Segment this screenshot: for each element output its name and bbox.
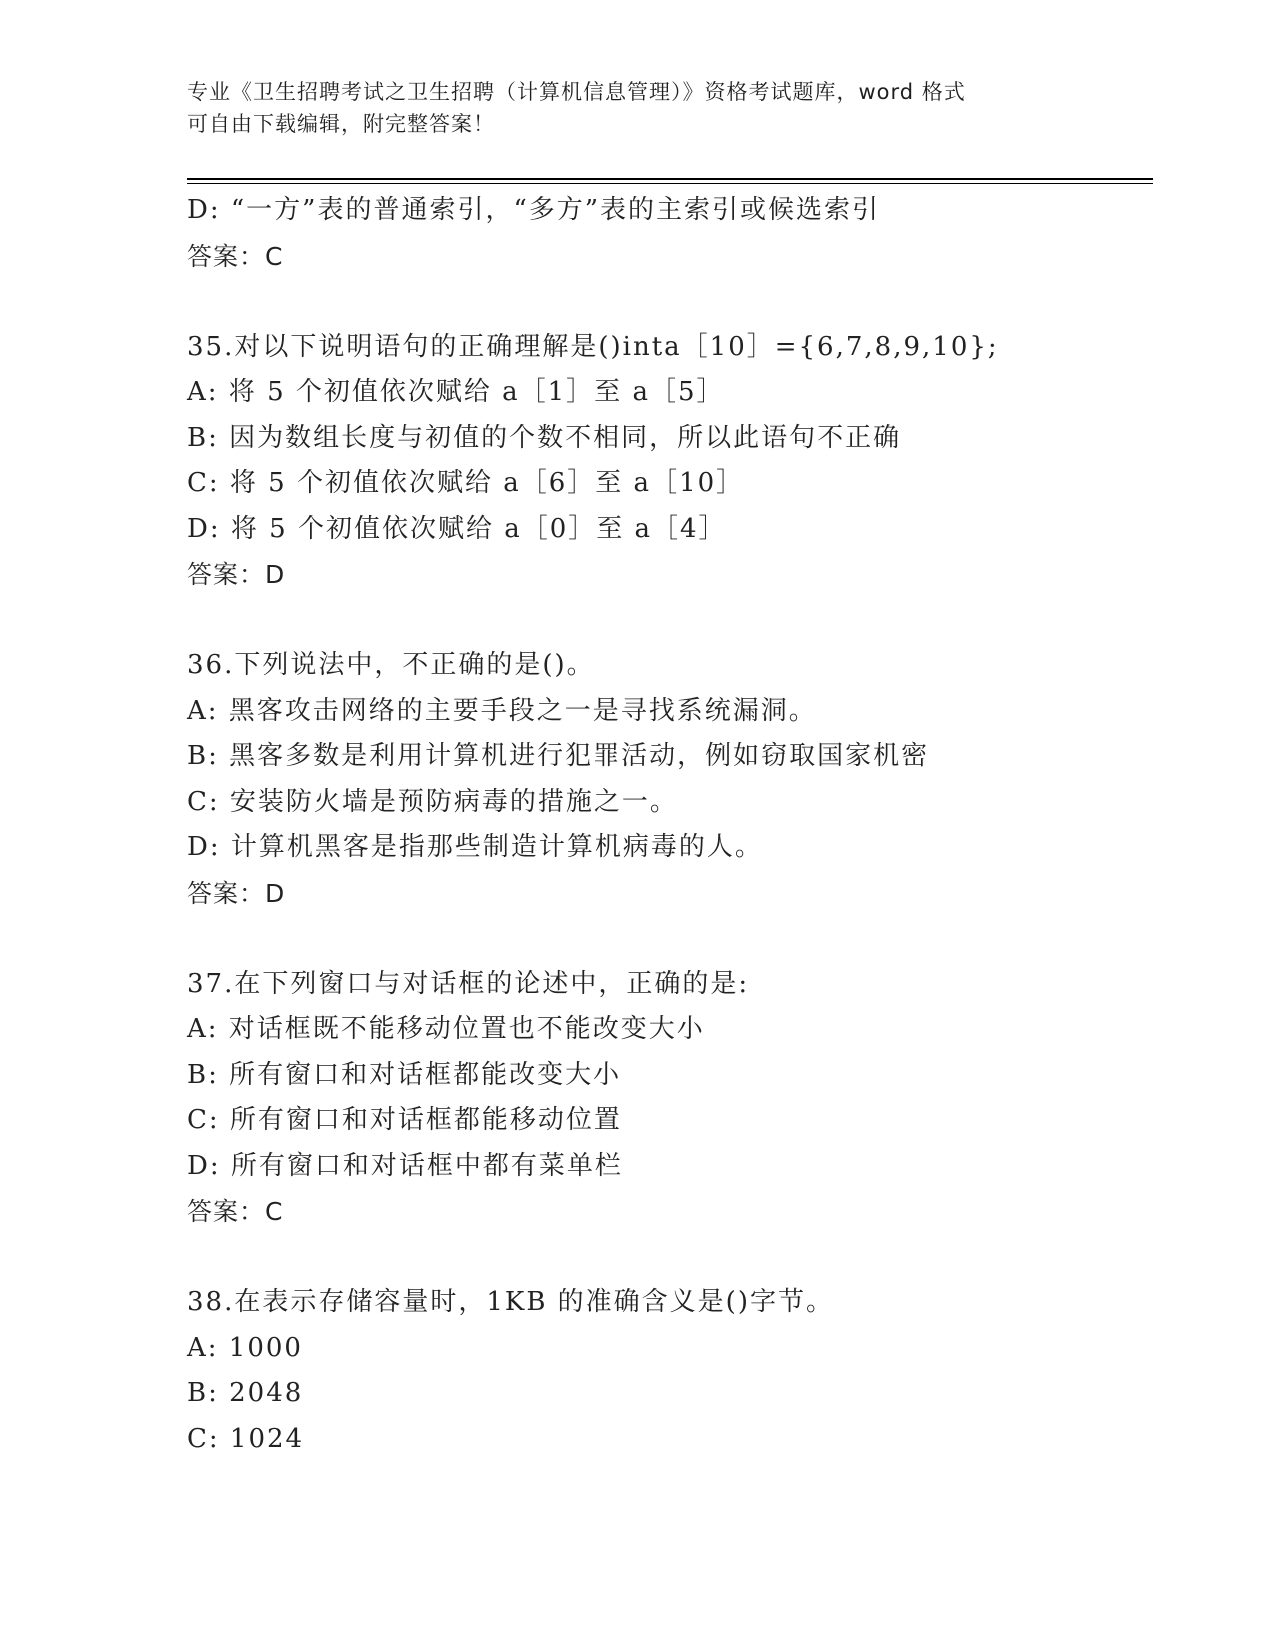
question-block	[187, 1280, 1153, 1462]
header-line-2: 可自由下载编辑，附完整答案！	[187, 112, 495, 136]
option-c: C: 所有窗口和对话框都能移动位置	[187, 1105, 622, 1135]
question-block	[187, 962, 1153, 1235]
question-stem: 36.下列说法中，不正确的是()。	[187, 650, 595, 680]
answer-line: 答案：C	[187, 241, 284, 271]
header-divider-thick	[187, 178, 1153, 180]
question-block	[187, 643, 1153, 916]
option-a: A: 将 5 个初值依次赋给 a［1］至 a［5］	[187, 377, 725, 407]
option-c: C: 将 5 个初值依次赋给 a［6］至 a［10］	[187, 468, 745, 498]
option-a: A: 对话框既不能移动位置也不能改变大小	[187, 1014, 705, 1044]
option-d: D: 将 5 个初值依次赋给 a［0］至 a［4］	[187, 513, 727, 544]
block-spacer	[187, 1235, 1153, 1281]
block-spacer	[187, 279, 1153, 325]
question-list	[187, 188, 1153, 1462]
answer-line: 答案：D	[187, 560, 286, 589]
option-d: D: 所有窗口和对话框中都有菜单栏	[187, 1150, 623, 1181]
question-block	[187, 325, 1153, 598]
option-a: A: 黑客攻击网络的主要手段之一是寻找系统漏洞。	[187, 695, 817, 726]
question-block	[187, 188, 1153, 279]
question-stem: 37.在下列窗口与对话框的论述中，正确的是:	[187, 968, 750, 999]
option-c: C: 安装防火墙是预防病毒的措施之一。	[187, 786, 678, 817]
option-d: D: 计算机黑客是指那些制造计算机病毒的人。	[187, 832, 763, 862]
document-header	[187, 76, 1067, 140]
option-c: C: 1024	[187, 1423, 305, 1454]
option-a: A: 1000	[187, 1332, 303, 1363]
option-b: B: 黑客多数是利用计算机进行犯罪活动，例如窃取国家机密	[187, 741, 930, 771]
block-spacer	[187, 916, 1153, 962]
option-b: B: 所有窗口和对话框都能改变大小	[187, 1059, 622, 1090]
option-b: B: 2048	[187, 1378, 304, 1408]
question-stem: 35.对以下说明语句的正确理解是()inta［10］={6,7,8,9,10};	[187, 331, 999, 362]
option-d: D: “一方”表的普通索引，“多方”表的主索引或候选索引	[187, 195, 881, 225]
question-stem: 38.在表示存储容量时，1KB 的准确含义是()字节。	[187, 1287, 834, 1317]
answer-line: 答案：D	[187, 878, 286, 908]
option-b: B: 因为数组长度与初值的个数不相同，所以此语句不正确	[187, 422, 902, 453]
header-line-1: 专业《卫生招聘考试之卫生招聘（计算机信息管理）》资格考试题库，word 格式	[187, 80, 966, 104]
block-spacer	[187, 598, 1153, 644]
answer-line: 答案：C	[187, 1197, 284, 1226]
header-divider-thin	[187, 183, 1153, 184]
